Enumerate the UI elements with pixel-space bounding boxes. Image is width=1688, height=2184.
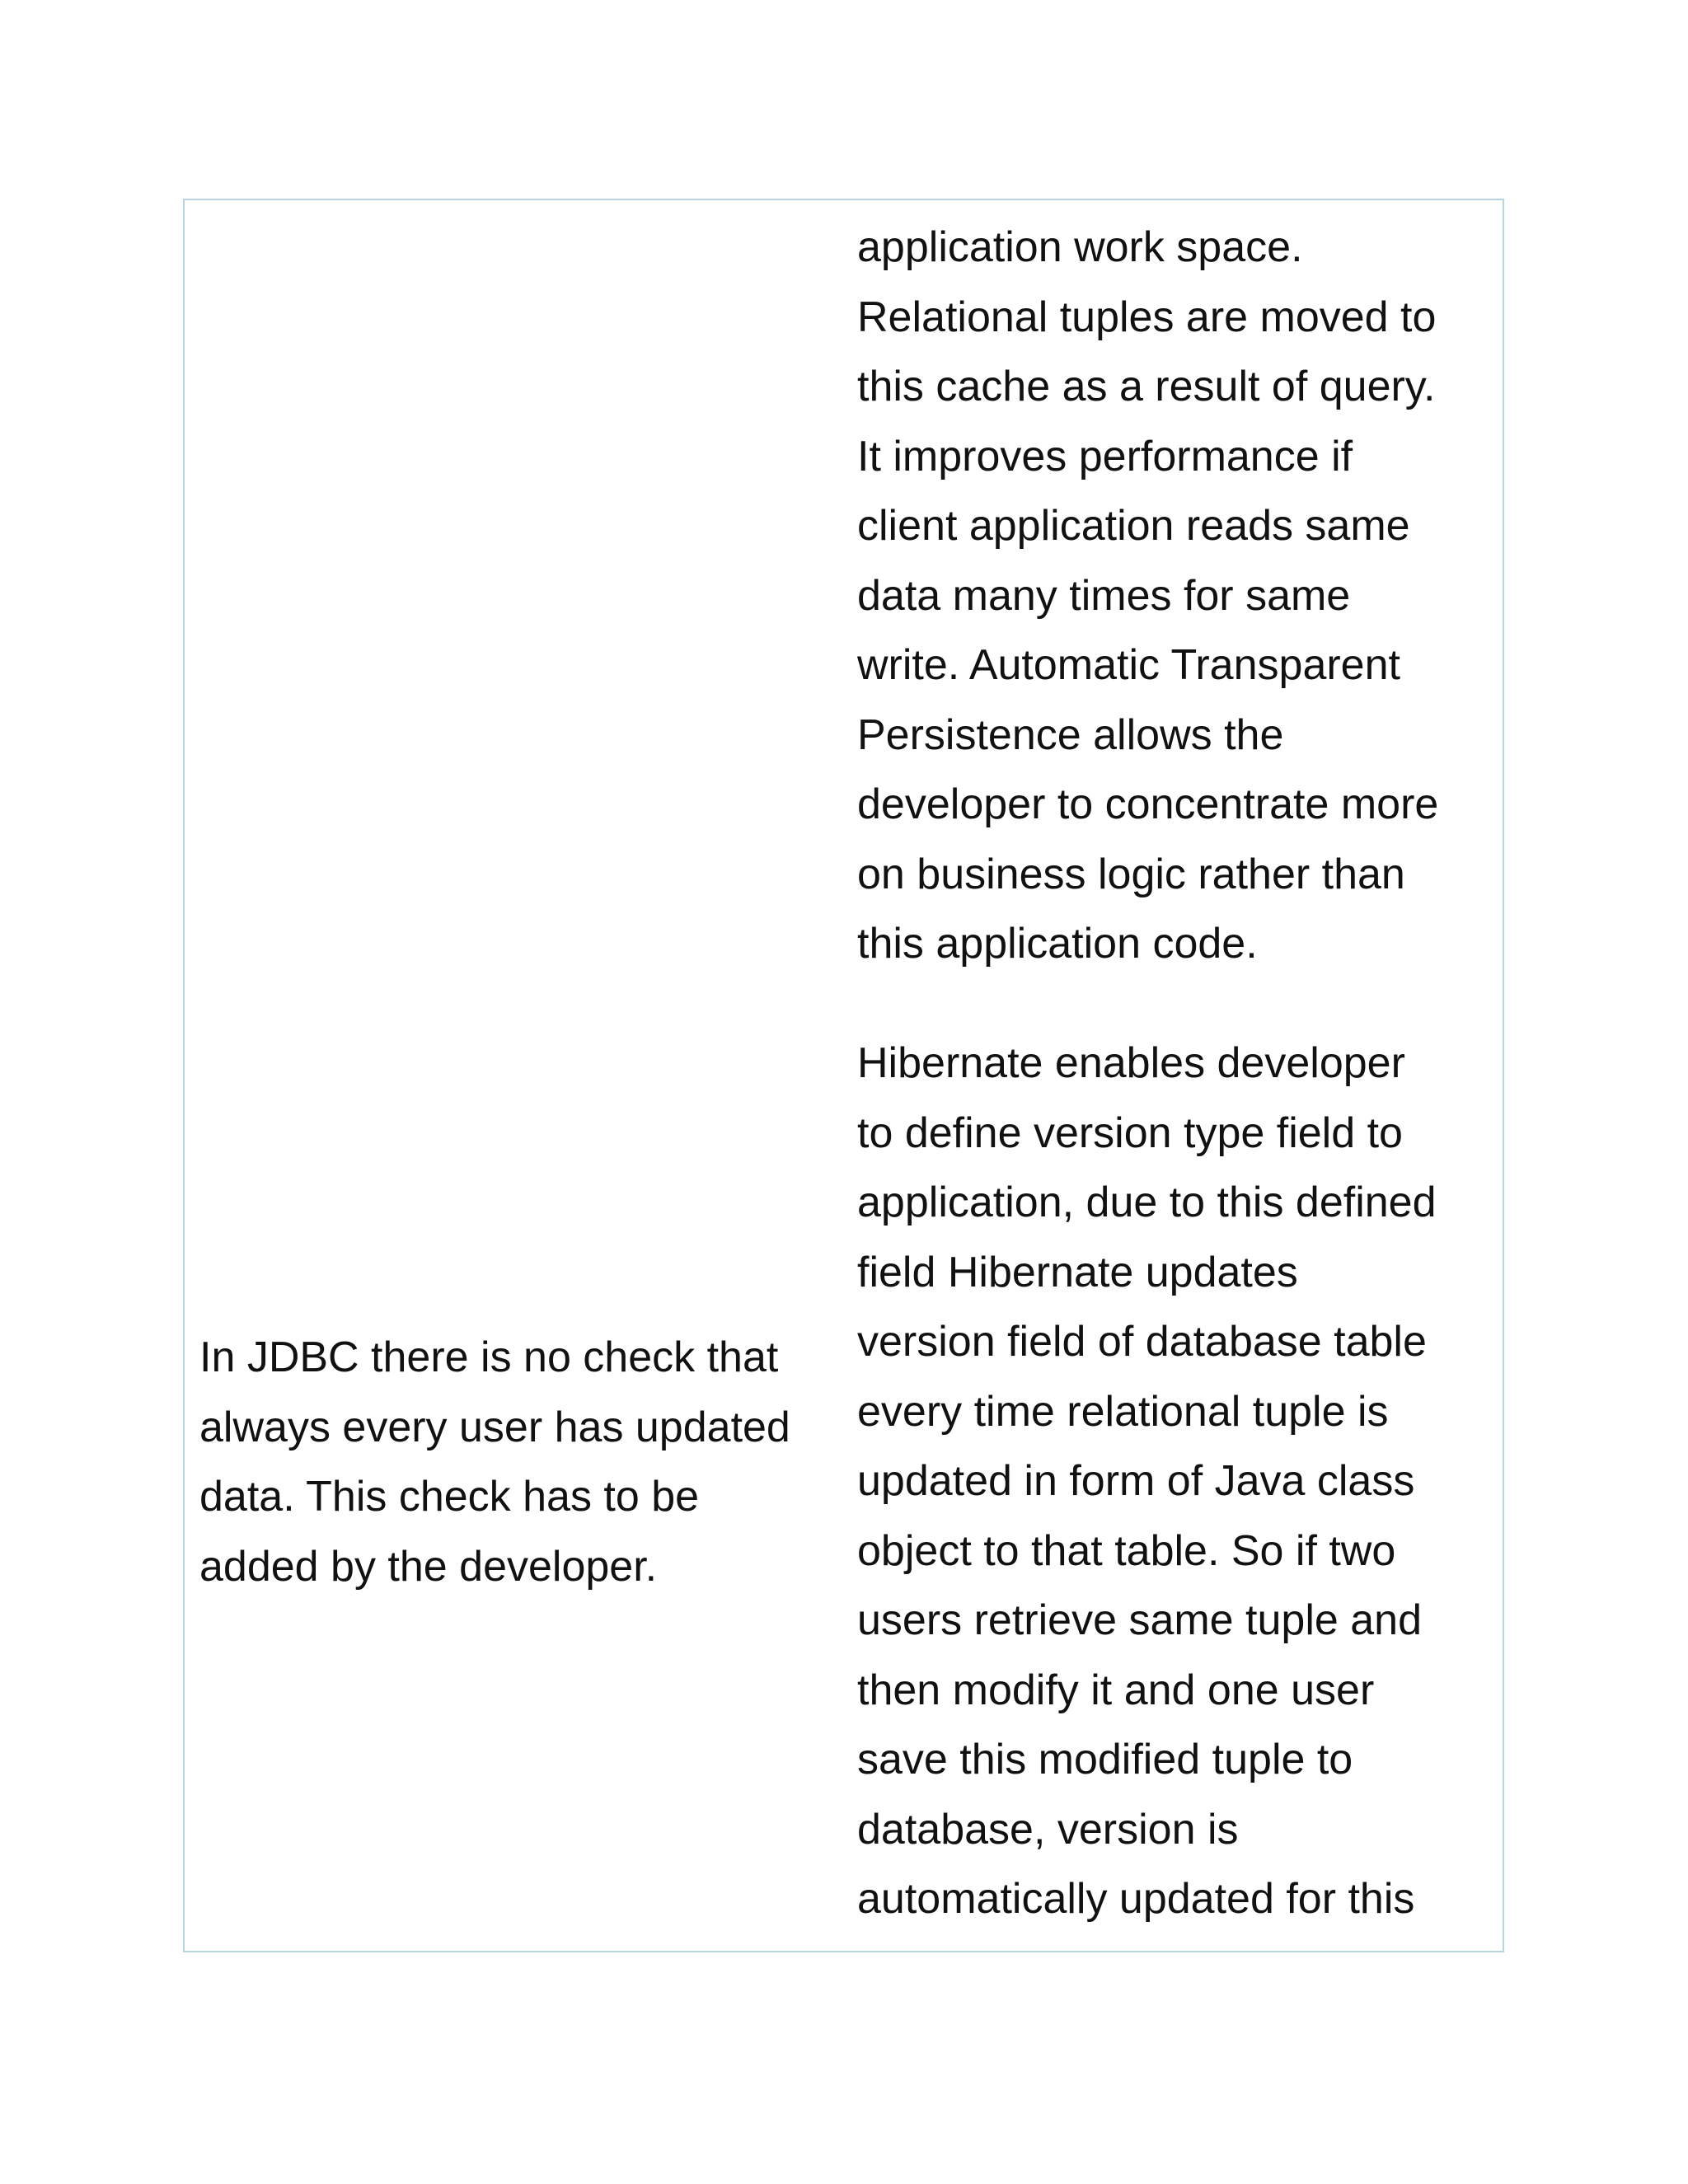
text-line: this cache as a result of query. <box>857 363 1436 410</box>
text-line: automatically updated for this <box>857 1875 1415 1923</box>
text-line: data. This check has to be <box>199 1473 700 1521</box>
text-line: this application code. <box>857 920 1258 968</box>
text-line: Persistence allows the <box>857 710 1284 759</box>
text-line: client application reads same <box>857 502 1410 550</box>
hibernate-versioning-paragraph <box>857 1029 1437 1934</box>
text-line: always every user has updated <box>199 1403 790 1451</box>
jdbc-description <box>199 1323 790 1601</box>
hibernate-cache-paragraph <box>857 213 1438 979</box>
text-line: every time relational tuple is <box>857 1387 1389 1436</box>
text-line: data many times for same <box>857 571 1351 620</box>
text-line: updated in form of Java class <box>857 1457 1415 1505</box>
text-line: write. Automatic Transparent <box>857 641 1400 689</box>
comparison-table <box>183 199 1504 1952</box>
hibernate-cell <box>842 200 1503 1951</box>
text-line: added by the developer. <box>199 1542 658 1591</box>
text-line: field Hibernate updates <box>857 1248 1298 1296</box>
text-line: Relational tuples are moved to <box>857 293 1437 341</box>
text-line: application, due to this defined <box>857 1179 1437 1226</box>
text-line: version field of database table <box>857 1318 1427 1366</box>
text-line: users retrieve same tuple and <box>857 1596 1423 1644</box>
text-line: application work space. <box>857 223 1303 271</box>
text-line: It improves performance if <box>857 432 1353 480</box>
text-line: save this modified tuple to <box>857 1736 1353 1783</box>
text-line: then modify it and one user <box>857 1666 1375 1714</box>
text-line: developer to concentrate more <box>857 780 1439 828</box>
text-line: on business logic rather than <box>857 850 1405 898</box>
text-line: to define version type field to <box>857 1108 1403 1157</box>
jdbc-cell <box>185 200 842 1951</box>
text-line: Hibernate enables developer <box>857 1039 1405 1087</box>
text-line: In JDBC there is no check that <box>199 1333 779 1381</box>
text-line: object to that table. So if two <box>857 1526 1396 1575</box>
text-line: database, version is <box>857 1805 1239 1854</box>
